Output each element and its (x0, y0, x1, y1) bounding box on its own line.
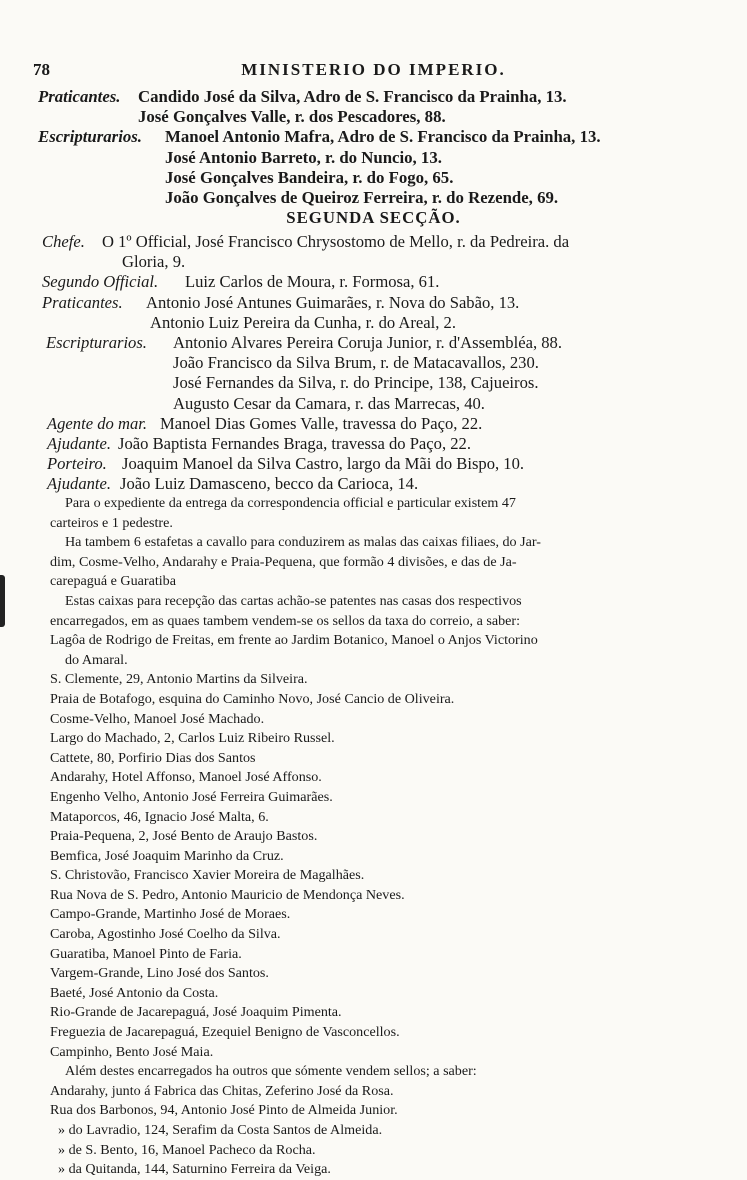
body-text-span: do Amaral. (65, 651, 128, 668)
body-text (0, 494, 747, 1180)
body-text-span: dim, Cosme-Velho, Andarahy e Praia-Pequena, que formão 4 divisões, e das de Ja- (50, 553, 517, 570)
body-line (0, 847, 747, 867)
body-line (0, 866, 747, 886)
body-line (0, 1101, 747, 1121)
staff-entry: João Francisco da Silva Brum, r. de Matacavallos, 230. (173, 353, 539, 373)
staff-entry: Joaquim Manoel da Silva Castro, largo da Mãi do Bispo, 10. (122, 454, 525, 474)
body-text-span: Para o expediente da entrega da correspondencia official e particular existem 47 (65, 495, 516, 511)
staff-entry: José Antonio Barreto, r. do Nuncio, 13. (165, 147, 442, 167)
body-text-span: Guaratiba, Manoel Pinto de Faria. (50, 945, 242, 962)
staff-entry: João Gonçalves de Queiroz Ferreira, r. do Rezende, 69. (165, 187, 559, 207)
body-text-span: Freguezia de Jacarepaguá, Ezequiel Benigno de Vasconcellos. (50, 1024, 400, 1041)
body-line (0, 533, 747, 553)
body-text-span: » de S. Bento, 16, Manoel Pacheco da Rocha. (58, 1141, 316, 1158)
body-line (0, 925, 747, 945)
role-label: Escripturarios. (38, 127, 142, 147)
staff-entry: Luiz Carlos de Moura, r. Formosa, 61. (185, 272, 440, 292)
body-line (0, 1141, 747, 1161)
role-label: Ajudante. (47, 433, 112, 453)
body-text-span: encarregados, em as quaes tambem vendem-se os sellos da taxa do correio, a saber: (50, 612, 521, 629)
role-label: Praticantes. (38, 87, 121, 106)
body-text-span: Vargem-Grande, Lino José dos Santos. (50, 965, 269, 982)
page-header (0, 60, 747, 84)
staff-line (0, 373, 747, 393)
role-label: Agente do mar. (47, 413, 148, 433)
running-title: MINISTERIO DO IMPERIO. (241, 60, 506, 79)
role-label: Ajudante. (47, 474, 112, 494)
staff-line (0, 454, 747, 474)
body-text-span: Andarahy, Hotel Affonso, Manoel José Affonso. (50, 769, 322, 786)
body-text-span: Baeté, José Antonio da Costa. (50, 984, 219, 1001)
body-text-span: Rio-Grande de Jacarepaguá, José Joaquim Pimenta. (50, 1004, 342, 1021)
staff-line (0, 188, 747, 208)
staff-line (0, 474, 747, 494)
body-line (0, 886, 747, 906)
body-text-span: Praia de Botafogo, esquina do Caminho Novo, José Cancio de Oliveira. (50, 690, 455, 707)
staff-entry: Manoel Dias Gomes Valle, travessa do Paço, 22. (160, 413, 483, 433)
body-line (0, 514, 747, 534)
body-line (0, 768, 747, 788)
body-line (0, 964, 747, 984)
body-text-span: Ha tambem 6 estafetas a cavallo para conduzirem as malas das caixas filiaes, do Jar- (65, 534, 541, 551)
body-line (0, 1121, 747, 1141)
staff-line (0, 353, 747, 373)
staff-entry: José Gonçalves Valle, r. dos Pescadores, 88. (138, 107, 446, 127)
staff-entry: O 1º Official, José Francisco Chrysostomo de Mello, r. da Pedreira. da (102, 232, 570, 251)
staff-line (0, 232, 747, 252)
staff-entry: José Gonçalves Bandeira, r. do Fogo, 65. (165, 167, 454, 187)
staff-line (0, 107, 747, 127)
section-heading: SEGUNDA SECÇÃO. (286, 208, 461, 228)
body-text-span: » da Quitanda, 144, Saturnino Ferreira da Veiga. (58, 1161, 331, 1178)
body-text-span: » do Lavradio, 124, Serafim da Costa Santos de Almeida. (58, 1122, 383, 1138)
body-text-span: Andarahy, junto á Fabrica das Chitas, Zeferino José da Rosa. (50, 1082, 394, 1099)
staff-line (0, 252, 747, 272)
body-line (0, 749, 747, 769)
body-line (0, 1003, 747, 1023)
body-text-span: S. Clemente, 29, Antonio Martins da Silveira. (50, 671, 308, 688)
staff-entry: Antonio José Antunes Guimarães, r. Nova do Sabão, 13. (146, 292, 520, 312)
staff-line (0, 333, 747, 353)
body-line (0, 670, 747, 690)
staff-entry: Antonio Luiz Pereira da Cunha, r. do Areal, 2. (150, 312, 456, 332)
body-text-span: Bemfica, José Joaquim Marinho da Cruz. (50, 847, 284, 864)
staff-line (0, 394, 747, 414)
staff-entry: Candido José da Silva, Adro de S. Francisco da Prainha, 13. (138, 87, 567, 106)
body-text-span: carepaguá e Guaratiba (50, 573, 176, 590)
body-text-span: Mataporcos, 46, Ignacio José Malta, 6. (50, 808, 269, 825)
body-line (0, 945, 747, 965)
staff-line (0, 272, 747, 292)
body-text-span: Cattete, 80, Porfirio Dias dos Santos (50, 749, 256, 766)
body-text-span: Campo-Grande, Martinho José de Moraes. (50, 906, 291, 923)
staff-line (0, 414, 747, 434)
body-line (0, 710, 747, 730)
body-line (0, 1023, 747, 1043)
body-line (0, 788, 747, 808)
staff-entry: João Baptista Fernandes Braga, travessa do Paço, 22. (118, 433, 471, 453)
body-text-span: Praia-Pequena, 2, José Bento de Araujo Bastos. (50, 828, 318, 845)
body-line (0, 984, 747, 1004)
body-text-span: Largo do Machado, 2, Carlos Luiz Ribeiro Russel. (50, 730, 335, 747)
body-line (0, 690, 747, 710)
staff-entry: Gloria, 9. (122, 252, 186, 272)
role-label: Chefe. (42, 232, 85, 251)
body-text-span: Cosme-Velho, Manoel José Machado. (50, 710, 265, 727)
body-line (0, 553, 747, 573)
body-line (0, 827, 747, 847)
body-line (0, 808, 747, 828)
body-text-span: S. Christovão, Francisco Xavier Moreira de Magalhães. (50, 867, 365, 884)
body-line (0, 494, 747, 514)
staff-entry: Augusto Cesar da Camara, r. das Marrecas, 40. (173, 393, 485, 413)
body-line (0, 651, 747, 671)
role-label: Segundo Official. (42, 272, 159, 292)
staff-line (0, 87, 747, 107)
body-text-span: Estas caixas para recepção das cartas achão-se patentes nas casas dos respectivos (65, 592, 522, 609)
body-text-span: Rua dos Barbonos, 94, Antonio José Pinto de Almeida Junior. (50, 1102, 398, 1119)
body-text-span: Além destes encarregados ha outros que sómente vendem sellos; a saber: (65, 1063, 477, 1080)
body-line (0, 905, 747, 925)
staff-line (0, 168, 747, 188)
body-line (0, 572, 747, 592)
role-label: Escripturarios. (46, 332, 147, 352)
staff-line (0, 148, 747, 168)
second-section (0, 232, 747, 494)
body-text-span: Lagôa de Rodrigo de Freitas, em frente ao Jardim Botanico, Manoel o Anjos Victorino (50, 632, 538, 649)
body-line (0, 631, 747, 651)
body-text-span: Rua Nova de S. Pedro, Antonio Mauricio de Mendonça Neves. (50, 886, 405, 903)
staff-line (0, 434, 747, 454)
role-label: Porteiro. (47, 454, 107, 474)
body-line (0, 1082, 747, 1102)
role-label: Praticantes. (42, 292, 123, 312)
staff-entry: José Fernandes da Silva, r. do Principe, 138, Cajueiros. (173, 373, 539, 393)
body-line (0, 612, 747, 632)
staff-entry: Manoel Antonio Mafra, Adro de S. Francisco da Prainha, 13. (165, 127, 601, 147)
body-text-span: carteiros e 1 pedestre. (50, 514, 173, 531)
body-line (0, 729, 747, 749)
body-line (0, 1062, 747, 1082)
staff-entry: Antonio Alvares Pereira Coruja Junior, r. d'Assembléa, 88. (173, 332, 562, 352)
body-text-span: Campinho, Bento José Maia. (50, 1043, 214, 1060)
staff-entry: João Luiz Damasceno, becco da Carioca, 14. (120, 474, 419, 494)
page-number: 78 (33, 60, 50, 79)
staff-line (0, 293, 747, 313)
body-text-span: Engenho Velho, Antonio José Ferreira Guimarães. (50, 788, 333, 805)
body-line (0, 1043, 747, 1063)
first-section (0, 87, 747, 228)
staff-line (0, 127, 747, 147)
body-line (0, 592, 747, 612)
body-line (0, 1160, 747, 1180)
staff-line (0, 313, 747, 333)
body-text-span: Caroba, Agostinho José Coelho da Silva. (50, 926, 281, 943)
